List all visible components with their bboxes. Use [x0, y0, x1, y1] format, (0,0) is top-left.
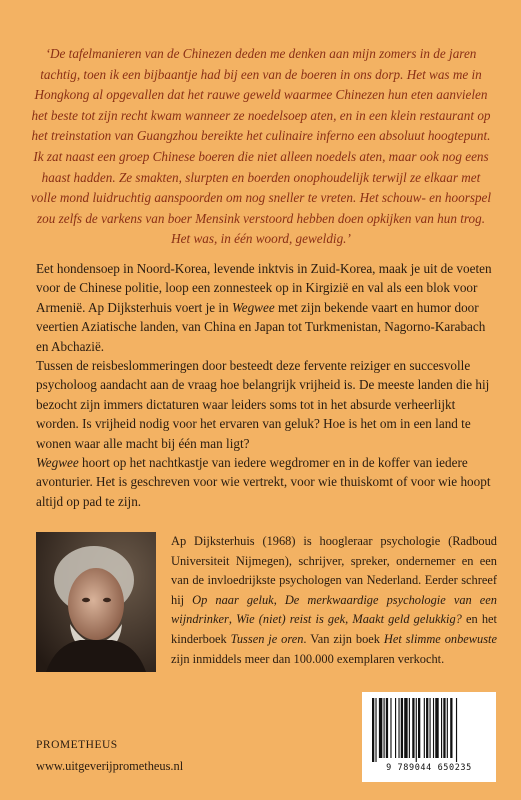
- bio-text: Ap Dijksterhuis (1968) is hoogleraar psychologie (Radboud Universiteit Nijmegen), schrijver, spreker, ondernemer en een van de invloedrijkste psychologen van Nederland. Eerder schreef hij: [171, 534, 497, 607]
- description-text: met zijn bekende vaart en humor door veertien Aziatische landen, van China en Japan tot Turkmenistan, Nagorno-Karabach en Abchazië.: [36, 299, 486, 354]
- bio-text: ,: [345, 612, 353, 627]
- isbn-number: 9 789044 650235: [386, 763, 472, 773]
- book-title-italic: Het slimme onbewuste: [383, 631, 497, 646]
- book-title-italic: Wie (niet) reist is gek: [236, 612, 346, 627]
- bio-text: . Van zijn boek: [303, 631, 384, 646]
- author-photo: [36, 532, 156, 672]
- bio-text: zijn inmiddels meer dan 100.000 exemplaren verkocht.: [171, 651, 445, 666]
- publisher-logo: PROMETHEUS: [36, 739, 118, 751]
- book-title-italic: Op naar geluk: [192, 592, 274, 607]
- publisher-url[interactable]: www.uitgeverijprometheus.nl: [36, 759, 184, 773]
- description-text: hoort op het nachtkastje van iedere wegdromer en in de koffer van iedere avonturier. Het is geschreven voor wie vertrekt, voor wie thuiskomt of voor wie hoopt altijd op pad te zijn.: [36, 455, 491, 509]
- description-paragraph-2: Tussen de reisbeslommeringen door besteedt deze fervente reiziger en succesvolle psycholoog aandacht aan de vraag hoe belangrijk vrijheid is. De meeste landen die hij bezocht zijn immers dictaturen waar leiders soms tot in het absurde verheerlijkt worden. Is vrijheid nodig voor het ervaren van geluk? Hoe is het om in een land te wonen waar alle macht bij één man ligt?: [36, 358, 490, 451]
- description-text: Eet hondensoep in Noord-Korea, levende inktvis in Zuid-Korea, maak je uit de voeten voor de Chinese politie, loop een zonnesteek op in Kirgizië en val als een blok voor Armenië. Ap Dijksterhuis voert je in: [36, 261, 492, 315]
- book-description: [36, 259, 496, 511]
- bio-text: ,: [228, 612, 237, 627]
- back-cover-quote: ‘De tafelmanieren van de Chinezen deden me denken aan mijn zomers in de jaren tachtig, toen ik een bijbaantje had bij een van de boeren in ons dorp. Het was me in Hongkong al opgevallen dat het rauwe geweld waarmee Chinezen hun eten aanvielen het beste tot zijn recht kwam wanneer ze noedelsoep aten, en in een klein restaurant op het treinstation van Guangzhou bereikte het culinaire inferno een absoluut hoogtepunt. Ik zat naast een groep Chinese boeren die niet alleen noedels aten, maar ook nog eens haast hadden. Ze smakten, slurpten en boerden onophoudelijk terwijl ze elkaar met volle mond luidruchtig aanspoorden om nog sneller te vreten. Het schouw- en hoorspel zou zelfs de varkens van boer Mensink verstoord hebben doen opkijken van hun trog. Het was, in één woord, geweldig.’: [30, 46, 492, 247]
- description-paragraph-1: [36, 259, 496, 356]
- author-bio: [171, 532, 497, 669]
- book-title-italic: Wegwee: [36, 455, 79, 471]
- book-title-italic: De merkwaardige psychologie van een wijndrinker: [171, 592, 497, 627]
- book-title-italic: Maakt geld gelukkig?: [352, 612, 462, 627]
- barcode-bars: [370, 698, 488, 762]
- book-title-italic: Wegwee: [231, 299, 275, 315]
- book-title-italic: Tussen je oren: [230, 631, 304, 646]
- isbn-barcode: [362, 692, 496, 782]
- bio-text: en het kinderboek: [171, 612, 497, 646]
- description-paragraph-3: [36, 453, 496, 511]
- bio-text: ,: [273, 592, 285, 607]
